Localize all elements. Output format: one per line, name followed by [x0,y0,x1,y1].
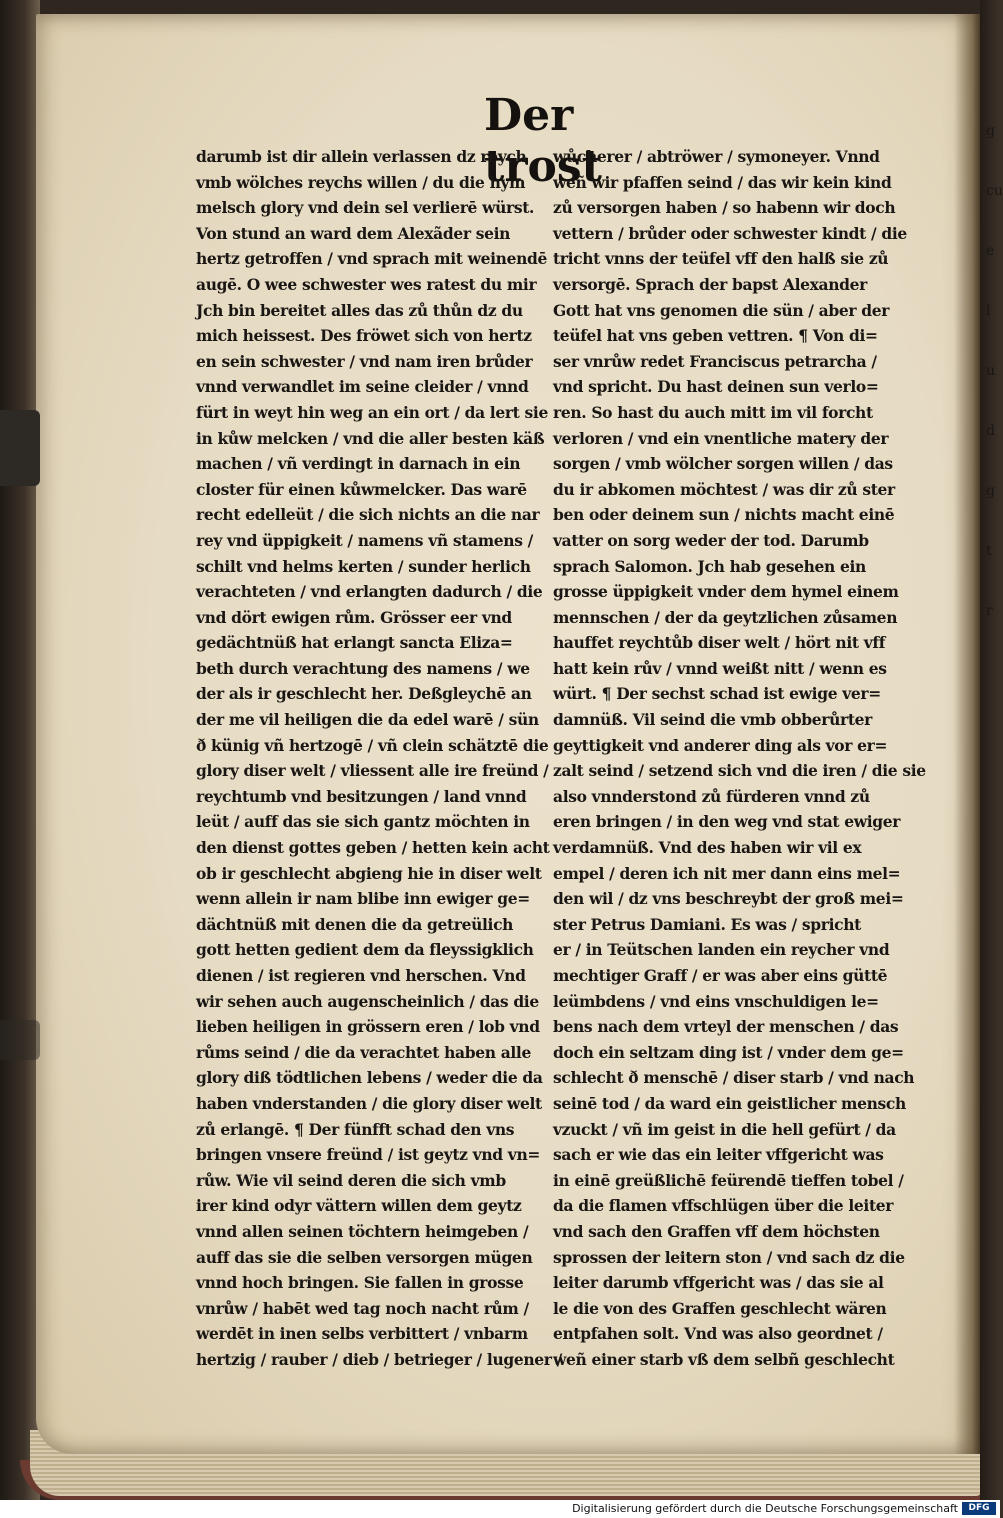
left-text-column [196,144,562,1373]
text-line: schlecht ð menschē / diser starb / vnd nach [553,1068,915,1088]
text-line: also vnnderstond zů fürderen vnnd zů [553,786,870,806]
text-line: melsch glory vnd dein sel verlierē würst. [196,198,535,218]
text-line: haben vnderstanden / die glory diser welt [196,1093,542,1113]
running-title: Der trost [484,90,602,192]
text-line: empel / deren ich nit mer dann eins mel= [553,863,901,883]
text-line: en sein schwester / vnd nam iren brůder [196,351,533,371]
text-line: hertzig / rauber / dieb / betrieger / lugener / [196,1349,562,1369]
text-line: darumb ist dir allein verlassen dz reych [196,147,527,166]
text-line: leüt / auff das sie sich gantz möchten in [196,812,530,832]
adjacent-page-fragment: r [986,603,993,619]
funding-credit: Digitalisierung gefördert durch die Deutsche Forschungsgemeinschaft [572,1502,958,1515]
text-line: gott hetten gedient dem da fleyssigklich [196,940,534,960]
adjacent-page-fragment: u [986,363,996,379]
text-line: vnnd verwandlet im seine cleider / vnnd [196,377,529,397]
text-line: der als ir geschlecht her. Deßgleychē an [196,684,532,704]
text-line: der me vil heiligen die da edel warē / sün [196,710,539,730]
adjacent-page-fragment: e [986,243,995,259]
text-line: mechtiger Graff / er was aber eins güttē [553,966,888,985]
text-line: dächtnüß mit denen die da getreülich [196,914,514,934]
text-line: augē. O wee schwester wes ratest du mir [196,274,537,294]
text-line: auff das sie die selben versorgen mügen [196,1247,533,1267]
text-line: geyttigkeit vnd anderer ding als vor er= [553,735,888,755]
text-line: damnüß. Vil seind die vmb obberůrter [553,710,872,730]
text-line: verachteten / vnd erlangten dadurch / die [196,582,543,602]
text-line: růms seind / die da verachtet haben alle [196,1042,531,1062]
text-line: irer kind odyr vättern willen dem geytz [196,1196,522,1216]
text-line: weñ wir pfaffen seind / das wir kein kind [553,172,892,192]
text-line: würt. ¶ Der sechst schad ist ewige ver= [553,684,881,704]
text-line: recht edelleüt / die sich nichts an die nar [196,505,540,525]
adjacent-page-fragment: d [986,423,995,439]
book-cover-shadow [0,0,40,1500]
text-line: ren. So hast du auch mitt im vil forcht [553,402,873,422]
text-line: vettern / brůder oder schwester kindt / die [553,223,907,243]
text-line: sach er wie das ein leiter vffgericht was [553,1145,884,1165]
text-line: ð künig vñ hertzogē / vñ clein schätztē die [196,735,549,755]
text-line: beth durch verachtung des namens / we [196,658,530,678]
text-line: weñ einer starb vß dem selbñ geschlecht [553,1349,895,1369]
text-line: zů versorgen haben / so habenn wir doch [553,198,896,218]
text-line: ob ir geschlecht abgieng hie in diser welt [196,863,542,883]
text-line: gedächtnüß hat erlangt sancta Eliza= [196,633,513,653]
text-line: vnd sach den Graffen vff dem höchsten [553,1221,880,1241]
text-line: werdēt in inen selbs verbittert / vnbarm [196,1324,528,1344]
adjacent-page-fragment: l [986,303,991,319]
text-line: er / in Teütschen landen ein reycher vnd [553,940,890,960]
adjacent-page-edge [980,0,1003,1500]
text-line: růw. Wie vil seind deren die sich vmb [196,1170,506,1190]
text-line: tricht vnns der teüfel vff den halß sie zů [553,249,889,269]
text-line: ster Petrus Damiani. Es was / spricht [553,914,861,934]
text-line: bringen vnsere freünd / ist geytz vnd vn= [196,1145,540,1165]
text-line: den dienst gottes geben / hetten kein acht [196,838,550,858]
right-text-column [553,144,926,1373]
text-line: Gott hat vns genomen die sün / aber der [553,300,890,320]
text-line: den wil / dz vns beschreybt der groß mei= [553,889,904,909]
text-line: versorgē. Sprach der bapst Alexander [553,274,867,294]
text-line: vnrůw / habēt wed tag noch nacht rům / [196,1298,529,1318]
text-line: sprossen der leitern ston / vnd sach dz die [553,1247,905,1267]
text-line: schilt vnd helms kerten / sunder herlich [196,556,531,576]
text-line: teüfel hat vns geben vettren. ¶ Von di= [553,326,878,346]
text-line: glory diß tödtlichen lebens / weder die da [196,1068,543,1088]
text-line: rey vnd üppigkeit / namens vñ stamens / [196,530,533,550]
text-line: in kůw melcken / vnd die aller besten käß [196,428,545,448]
footer-bar [0,1500,1000,1518]
text-line: wenn allein ir nam blibe inn ewiger ge= [196,889,530,909]
text-line: hauffet reychtůb diser welt / hört nit vff [553,633,886,653]
text-line: verdamnüß. Vnd des haben wir vil ex [553,838,862,858]
text-line: dienen / ist regieren vnd herschen. Vnd [196,966,526,985]
text-line: du ir abkomen möchtest / was dir zů ster [553,479,895,499]
text-line: sprach Salomon. Jch hab gesehen ein [553,556,866,576]
dfg-logo: DFG [962,1502,996,1515]
text-line: reychtumb vnd besitzungen / land vnnd [196,786,527,806]
text-line: da die flamen vffschlügen über die leiter [553,1196,894,1216]
text-line: machen / vñ verdingt in darnach in ein [196,454,521,474]
text-line: seinē tod / da ward ein geistlicher mensch [553,1093,906,1113]
text-line: vnnd allen seinen töchtern heimgeben / [196,1221,529,1241]
text-line: vatter on sorg weder der tod. Darumb [553,530,869,550]
text-line: vnnd hoch bringen. Sie fallen in grosse [196,1273,524,1293]
text-line: fürt in weyt hin weg an ein ort / da lert sie [196,402,548,422]
text-line: wir sehen auch augenscheinlich / das die [196,991,539,1011]
text-line: doch ein seltzam ding ist / vnder dem ge= [553,1042,904,1062]
adjacent-page-fragment: g [986,483,995,499]
text-line: entpfahen solt. Vnd was also geordnet / [553,1324,883,1344]
text-line: in einē greüßlichē feürendē tieffen tobel / [553,1170,904,1190]
clasp-strap [0,410,40,486]
text-line: ben oder deinem sun / nichts macht einē [553,505,895,525]
text-line: wůcherer / abtröwer / symoneyer. Vnnd [553,147,880,166]
book-page [36,14,980,1454]
text-line: glory diser welt / vliessent alle ire freünd / [196,761,549,781]
text-line: mich heissest. Des fröwet sich von hertz [196,326,532,346]
text-line: Von stund an ward dem Alexãder sein [196,223,511,243]
text-line: hatt kein rův / vnnd weißt nitt / wenn es [553,658,887,678]
binding-gutter [954,14,980,1454]
text-line: le die von des Graffen geschlecht wären [553,1298,887,1318]
adjacent-page-fragment: cu [986,183,1003,199]
text-line: hertz getroffen / vnd sprach mit weinendē [196,249,548,269]
text-line: lieben heiligen in grössern eren / lob vnd [196,1017,540,1037]
text-line: closter für einen kůwmelcker. Das warē [196,479,527,499]
text-line: grosse üppigkeit vnder dem hymel einem [553,582,899,602]
text-line: vzuckt / vñ im geist in die hell gefürt / da [553,1119,896,1139]
text-line: zalt seind / setzend sich vnd die iren / die sie [553,761,926,781]
text-line: vnd dört ewigen rům. Grösser eer vnd [196,607,512,627]
text-line: bens nach dem vrteyl der menschen / das [553,1017,899,1037]
text-line: eren bringen / in den weg vnd stat ewiger [553,812,901,832]
text-line: sorgen / vmb wölcher sorgen willen / das [553,454,893,474]
text-line: zů erlangē. ¶ Der fünfft schad den vns [196,1119,515,1139]
clasp-strap-lower [0,1020,40,1060]
text-line: verloren / vnd ein vnentliche matery der [553,428,889,448]
text-line: ser vnrůw redet Franciscus petrarcha / [553,351,877,371]
text-line: leümbdens / vnd eins vnschuldigen le= [553,991,879,1011]
text-line: vmb wölches reychs willen / du die hym [196,172,526,192]
text-line: Jch bin bereitet alles das zů thůn dz du [196,300,523,320]
text-line: vnd spricht. Du hast deinen sun verlo= [553,377,879,397]
text-line: leiter darumb vffgericht was / das sie al [553,1273,884,1293]
text-line: mennschen / der da geytzlichen zůsamen [553,607,898,627]
adjacent-page-fragment: g [986,123,995,139]
adjacent-page-fragment: t [986,543,992,559]
